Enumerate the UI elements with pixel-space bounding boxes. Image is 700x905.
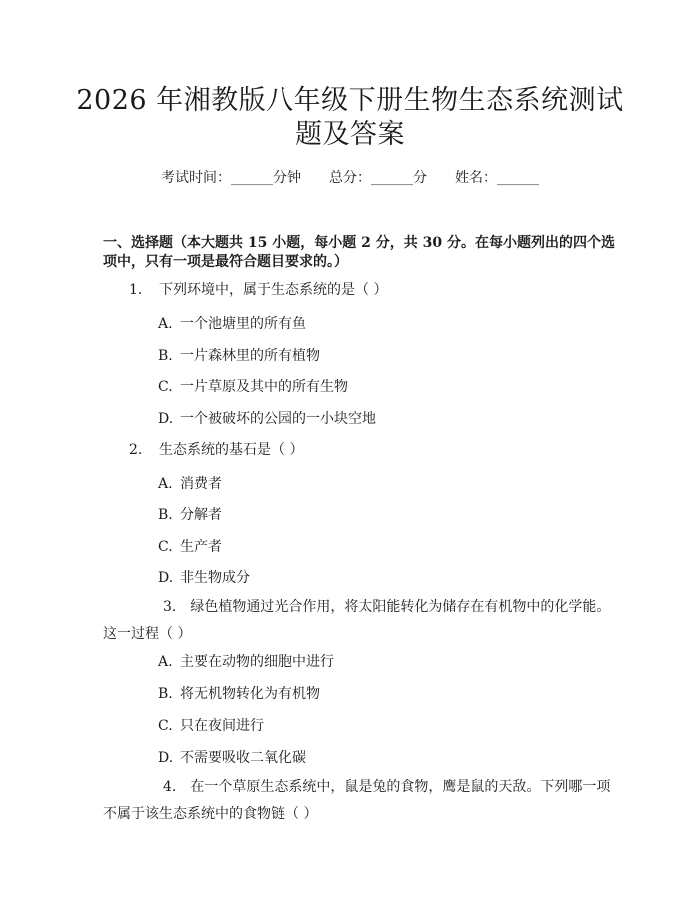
option-letter: B. [158,348,173,364]
option-letter: B. [158,507,173,523]
option-1d [158,409,376,429]
option-3a [158,652,334,672]
option-text: 将无机物转化为有机物 [180,686,320,702]
option-text: 一个被破坏的公园的一小块空地 [180,411,376,427]
question-number: 1. [129,282,143,298]
option-text: 一个池塘里的所有鱼 [180,316,306,332]
option-text: 分解者 [180,507,222,523]
question-text: 在一个草原生态系统中，鼠是兔的食物，鹰是鼠的天敌。下列哪一项不属于该生态系统中的食物链（ ） [103,779,611,822]
exam-time-field: 考试时间：______分钟 [161,170,301,186]
question-2 [103,437,623,464]
question-1 [103,277,623,304]
question-3 [103,594,623,648]
total-score-field: 总分：______分 [329,170,427,186]
question-number: 4. [163,779,177,795]
question-number: 3. [163,599,177,615]
option-2a [158,474,222,494]
option-text: 非生物成分 [180,570,250,586]
option-3c [158,716,264,736]
option-letter: C. [158,379,173,395]
option-3d [158,748,306,768]
name-field: 姓名：______ [455,170,539,186]
page-title-line2: 题及答案 [295,119,405,150]
option-1a [158,314,306,334]
option-letter: D. [158,570,174,586]
option-3b [158,684,320,704]
option-text: 消费者 [180,476,222,492]
option-text: 一片草原及其中的所有生物 [180,379,348,395]
option-text: 一片森林里的所有植物 [180,348,320,364]
option-letter: A. [158,476,173,492]
option-letter: C. [158,718,173,734]
option-letter: B. [158,686,173,702]
question-text: 生态系统的基石是（ ） [159,442,304,458]
exam-meta [0,168,700,188]
option-letter: A. [158,654,173,670]
option-text: 主要在动物的细胞中进行 [180,654,334,670]
option-letter: A. [158,316,173,332]
option-2d [158,568,250,588]
option-2c [158,537,222,557]
section-heading-line2: 项中，只有一项是最符合题目要求的。） [103,254,348,270]
option-2b [158,505,222,525]
option-text: 生产者 [180,539,222,555]
page-title-line1: 2026 年湘教版八年级下册生物生态系统测试 [76,85,624,116]
option-1b [158,346,320,366]
question-4 [103,774,623,828]
option-text: 不需要吸收二氧化碳 [180,750,306,766]
option-letter: C. [158,539,173,555]
option-letter: D. [158,750,174,766]
option-1c [158,377,348,397]
option-letter: D. [158,411,174,427]
section-heading-line1: 一、选择题（本大题共 15 小题，每小题 2 分，共 30 分。在每小题列出的四个选 [103,235,615,251]
question-number: 2. [129,442,143,458]
option-text: 只在夜间进行 [180,718,264,734]
question-text: 下列环境中，属于生态系统的是（ ） [159,282,388,298]
question-text: 绿色植物通过光合作用，将太阳能转化为储存在有机物中的化学能。这一过程（ ） [103,599,611,642]
